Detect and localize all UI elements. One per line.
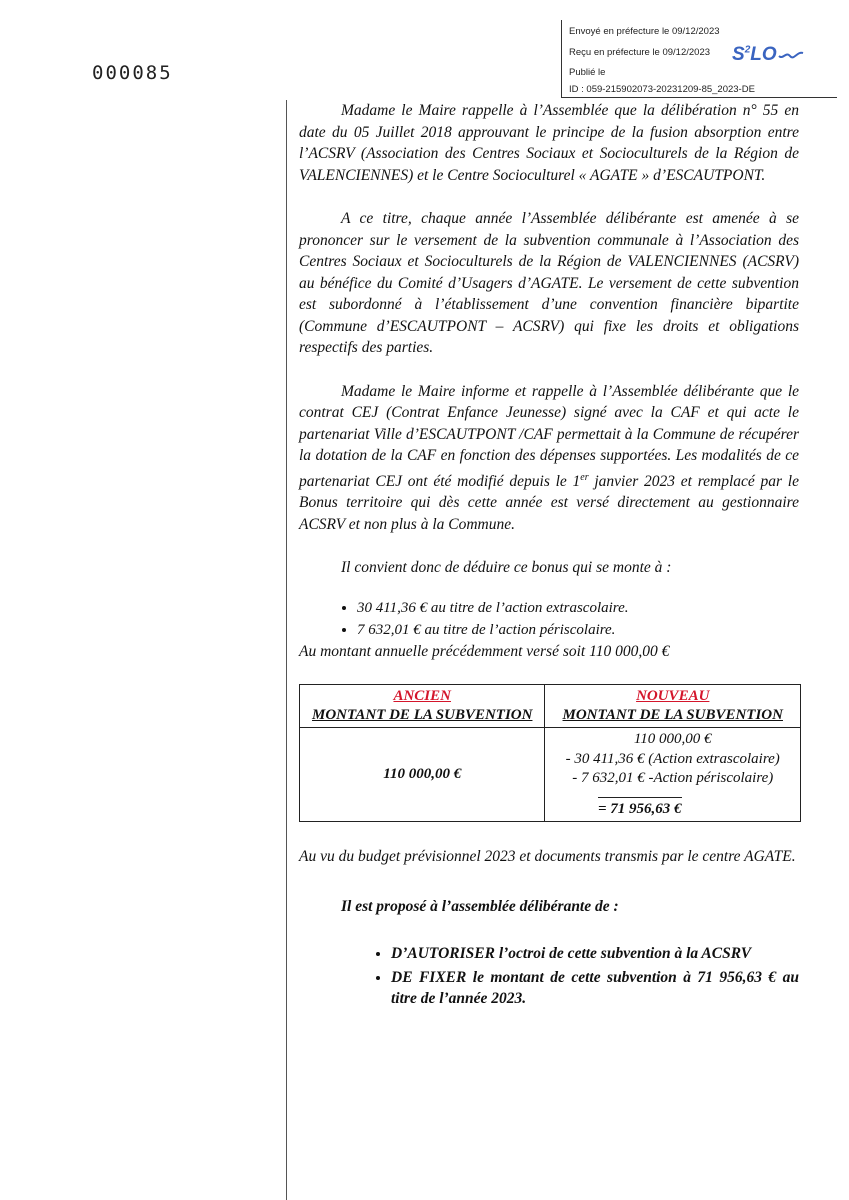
subvention-table xyxy=(299,684,801,822)
decision-text: le montant de cette subvention à 71 956,63 € au titre de l’année 2023. xyxy=(391,968,799,1008)
paragraph-bonus: Il convient donc de déduire ce bonus qui se monte à : xyxy=(341,559,672,577)
deliberation-body xyxy=(299,100,799,1012)
list-item: • 7 632,01 € au titre de l’action périscolaire. xyxy=(357,619,799,641)
old-amount-cell: 110 000,00 € xyxy=(300,728,545,822)
old-heading: MONTANT DE LA SUBVENTION xyxy=(312,707,533,724)
new-amount-cell xyxy=(545,728,801,822)
column-header-new xyxy=(545,685,801,728)
stamp-sent-date: Envoyé en préfecture le 09/12/2023 xyxy=(569,26,720,37)
paragraph-subvention: A ce titre, chaque année l’Assemblée délibérante est amenée à se prononcer sur le versement de la subvention communale à l’Association des Centres Sociaux et Socioculturels de la Région de VALENCIENNES (ACSRV) au bénéfice du Comité d’Usagers d’AGATE. Le versement de cette subvention est subordonné à l’établissement d’une convention financière bipartite (Commune d’ESCAUTPONT – ACSRV) qui fixe les droits et obligations respectifs des parties. xyxy=(299,210,799,356)
decision-verb: D’AUTORISER xyxy=(391,945,495,963)
signature-swoosh-icon xyxy=(778,49,804,61)
slo-logo: $S^2LO$ xyxy=(732,44,804,66)
bonus-list xyxy=(299,597,799,641)
decision-text: l’octroi de cette subvention à la ACSRV xyxy=(494,945,752,963)
stamp-id: ID : 059-215902073-20231209-85_2023-DE xyxy=(569,84,755,95)
decision-verb: DE FIXER xyxy=(391,968,467,986)
new-total: = 71 956,63 € xyxy=(598,797,682,820)
list-item: • 30 411,36 € au titre de l’action extrascolaire. xyxy=(357,597,799,619)
stamp-published: Publié le xyxy=(569,67,606,78)
paragraph-cej-part1: Madame le Maire informe et rappelle à l’Assemblée délibérante que le contrat CEJ (Contrat Enfance Jeunesse) signé avec la CAF et qui acte le partenariat Ville d’ESCAUTPONT /CAF permettait à la Commune de récupérer la dotation de la CAF en fonction des dépenses supportées. Les modalités de ce partenariat CEJ ont été modifié depuis le 1 xyxy=(299,382,799,490)
new-tag: NOUVEAU xyxy=(636,688,710,705)
decision-authorize xyxy=(391,943,799,965)
paragraph-budget: Au vu du budget prévisionnel 2023 et documents transmis par le centre AGATE. xyxy=(299,848,796,866)
paragraph-cej-part2: janvier 2023 et remplacé par le Bonus territoire qui dès cette année est versé directement au gestionnaire ACSRV et non plus à la Commune. xyxy=(299,472,799,533)
prefecture-stamp xyxy=(561,20,837,98)
ordinal-suffix: er xyxy=(580,471,589,483)
paragraph-fusion: Madame le Maire rappelle à l’Assemblée que la délibération n° 55 en date du 05 Juillet 2018 approuvant le principe de la fusion absorption entre l’ACSRV (Association des Centres Sociaux et Socioculturels de la Région de VALENCIENNES) et le Centre Socioculturel « AGATE » d’ESCAUTPONT. xyxy=(299,102,799,184)
decision-set-amount xyxy=(391,967,799,1010)
new-heading: MONTANT DE LA SUBVENTION xyxy=(562,707,783,724)
table-row xyxy=(300,728,801,822)
page-number: 000085 xyxy=(92,62,173,84)
column-header-old xyxy=(300,685,545,728)
decision-list xyxy=(299,943,799,1010)
old-tag: ANCIEN xyxy=(393,688,451,705)
new-line-extrascolaire: - 30 411,36 € (Action extrascolaire) xyxy=(565,750,780,767)
paragraph-cej xyxy=(299,381,799,536)
margin-rule xyxy=(286,100,287,1200)
table-header-row xyxy=(300,685,801,728)
stamp-received-date: Reçu en préfecture le 09/12/2023 xyxy=(569,47,711,58)
paragraph-previous-amount: Au montant annuelle précédemment versé soit 110 000,00 € xyxy=(299,642,670,660)
new-line-periscolaire: - 7 632,01 € -Action périscolaire) xyxy=(572,770,774,787)
proposal-heading: Il est proposé à l’assemblée délibérante de : xyxy=(341,897,619,915)
new-line-base: 110 000,00 € xyxy=(633,731,712,748)
